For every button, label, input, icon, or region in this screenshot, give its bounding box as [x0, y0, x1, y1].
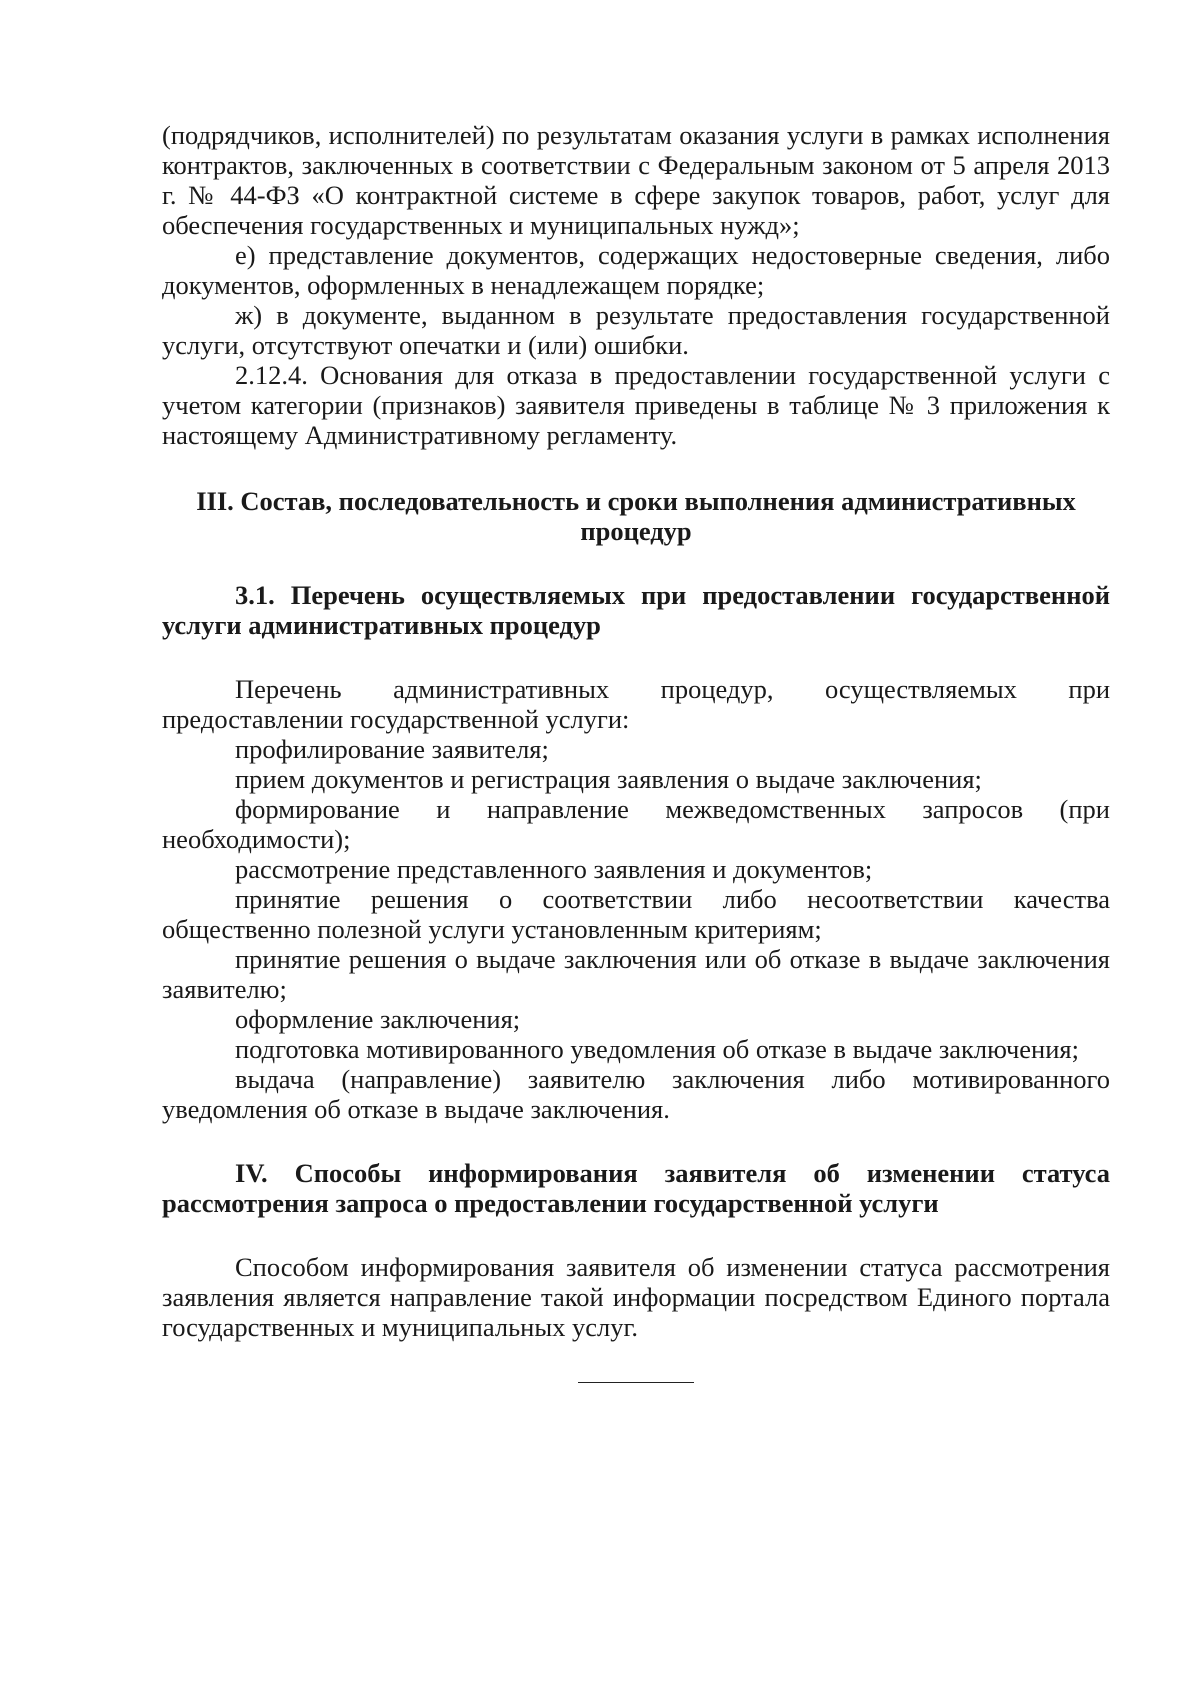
spacer	[162, 546, 1110, 580]
list-item: подготовка мотивированного уведомления об отказе в выдаче заключения;	[235, 1034, 1079, 1064]
clause-2-12-4-paragraph: 2.12.4. Основания для отказа в предоставлении государственной услуги с учетом категории (признаков) заявителя приведены в таблице № 3 приложения к настоящему Административному регламенту.	[162, 360, 1110, 450]
list-item: принятие решения о соответствии либо несоответствии качества общественно полезной услуги установленным критериям;	[162, 884, 1110, 944]
section-3-heading: III. Состав, последовательность и сроки выполнения административных процедур	[196, 486, 1076, 546]
list-item: выдача (направление) заявителю заключения либо мотивированного уведомления об отказе в выдаче заключения.	[162, 1064, 1110, 1124]
procedures-list-intro: Перечень административных процедур, осуществляемых при предоставлении государственной услуги:	[162, 674, 1110, 734]
list-item: принятие решения о выдаче заключения или об отказе в выдаче заключения заявителю;	[162, 944, 1110, 1004]
list-item: профилирование заявителя;	[235, 734, 549, 764]
section-4-body: Способом информирования заявителя об изменении статуса рассмотрения заявления является направление такой информации посредством Единого портала государственных и муниципальных услуг.	[162, 1252, 1110, 1342]
spacer	[162, 1218, 1110, 1252]
end-of-document-rule	[578, 1382, 694, 1383]
contractors-paragraph: (подрядчиков, исполнителей) по результатам оказания услуги в рамках исполнения контрактов, заключенных в соответствии с Федеральным законом от 5 апреля 2013 г. № 44-ФЗ «О контрактной системе в сфере закупок товаров, работ, услуг для обеспечения государственных и муниципальных нужд»;	[162, 120, 1110, 240]
list-item: прием документов и регистрация заявления о выдаче заключения;	[235, 764, 982, 794]
subsection-3-1-heading: 3.1. Перечень осуществляемых при предоставлении государственной услуги административных процедур	[162, 580, 1110, 640]
spacer	[162, 450, 1110, 486]
list-item: формирование и направление межведомственных запросов (при необходимости);	[162, 794, 1110, 854]
spacer	[162, 1124, 1110, 1158]
procedures-list	[162, 734, 1110, 1124]
document-page	[162, 120, 1110, 1383]
list-item: рассмотрение представленного заявления и документов;	[235, 854, 873, 884]
item-zh-paragraph: ж) в документе, выданном в результате предоставления государственной услуги, отсутствуют опечатки и (или) ошибки.	[162, 300, 1110, 360]
list-item: оформление заключения;	[235, 1004, 521, 1034]
section-4-heading: IV. Способы информирования заявителя об изменении статуса рассмотрения запроса о предоставлении государственной услуги	[162, 1158, 1110, 1218]
item-e-paragraph: е) представление документов, содержащих недостоверные сведения, либо документов, оформленных в ненадлежащем порядке;	[162, 240, 1110, 300]
spacer	[162, 640, 1110, 674]
